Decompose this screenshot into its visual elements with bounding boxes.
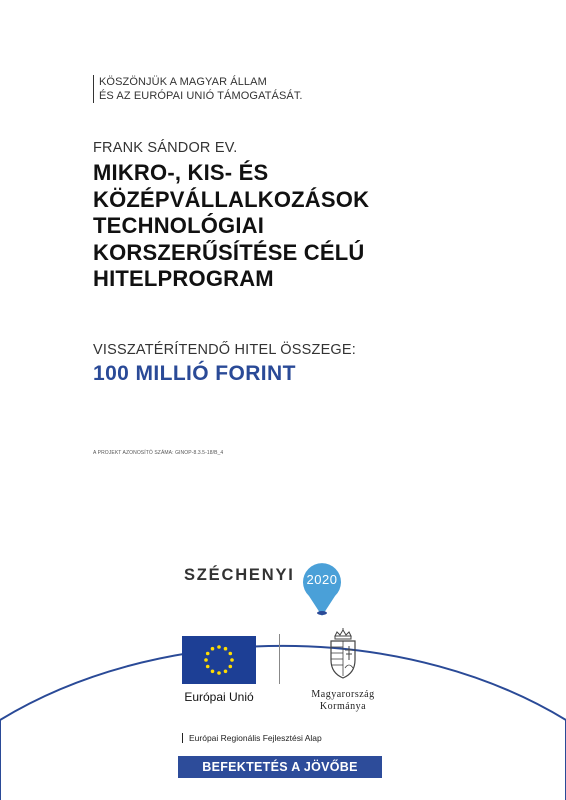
fund-name: Európai Regionális Fejlesztési Alap bbox=[182, 733, 322, 743]
acknowledgement-line-1: KÖSZÖNJÜK A MAGYAR ÁLLAM bbox=[99, 76, 267, 88]
loan-amount-value: 100 MILLIÓ FORINT bbox=[93, 362, 296, 385]
logo-divider bbox=[279, 634, 280, 684]
beneficiary-name: FRANK SÁNDOR EV. bbox=[93, 140, 238, 156]
project-title-line-5: HITELPROGRAM bbox=[93, 266, 274, 291]
szechenyi-logo bbox=[184, 562, 345, 618]
eu-stars-icon bbox=[182, 636, 256, 684]
acknowledgement-line-2: ÉS AZ EURÓPAI UNIÓ TÁMOGATÁSÁT. bbox=[99, 90, 303, 102]
eu-flag bbox=[182, 636, 256, 684]
government-logo bbox=[295, 628, 391, 713]
project-id: A PROJEKT AZONOSÍTÓ SZÁMA: GINOP-8.3.5-18/B_4 bbox=[93, 450, 224, 456]
government-label-line-2: Kormánya bbox=[319, 701, 367, 712]
government-label-line-1: Magyarország bbox=[311, 689, 375, 700]
szechenyi-year: 2020 bbox=[306, 572, 338, 587]
slogan-banner: BEFEKTETÉS A JÖVŐBE bbox=[178, 756, 382, 778]
government-label bbox=[295, 689, 391, 713]
loan-amount-label: VISSZATÉRÍTENDŐ HITEL ÖSSZEGE: bbox=[93, 342, 357, 358]
project-title-line-2: KÖZÉPVÁLLALKOZÁSOK bbox=[93, 186, 370, 212]
eu-logo bbox=[182, 636, 256, 704]
coat-of-arms-icon bbox=[323, 628, 363, 680]
project-title-line-3: TECHNOLÓGIAI bbox=[93, 213, 265, 238]
project-title-line-1: MIKRO-, KIS- ÉS bbox=[93, 160, 269, 185]
project-title-line-4: KORSZERŰSÍTÉSE CÉLÚ bbox=[93, 239, 365, 265]
map-pin-icon bbox=[299, 558, 345, 618]
eu-label: Európai Unió bbox=[184, 690, 254, 704]
szechenyi-text: SZÉCHENYI bbox=[184, 566, 295, 584]
